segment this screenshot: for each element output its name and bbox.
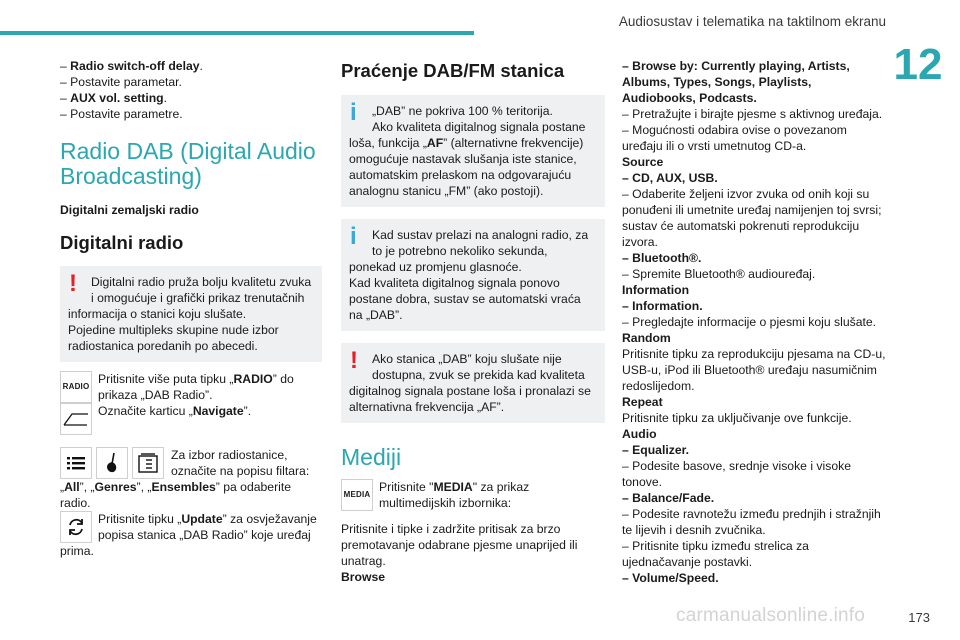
text-line: Albums, Types, Songs, Playlists, [622, 75, 812, 89]
info-icon: i [350, 99, 357, 126]
list-icon[interactable] [60, 447, 92, 479]
text-line: – Mogućnosti odabira ovise o povezanom [622, 123, 847, 137]
media-step: MEDIA Pritisnite "MEDIA" za prikaz multimedijskih izbornika: [341, 479, 605, 511]
chapter-number: 12 [893, 40, 943, 89]
media-button-icon[interactable]: MEDIA [341, 479, 373, 511]
text-line: – Odaberite željeni izvor zvuka od onih koji su [622, 187, 870, 201]
info-icon: i [350, 223, 357, 250]
text-line: – Spremite Bluetooth® audiouređaj. [622, 267, 816, 281]
warning-icon: ! [350, 347, 358, 374]
digital-radio-heading: Digitalni radio [60, 232, 184, 253]
guitar-icon[interactable] [96, 447, 128, 479]
text-line: Pritisnite tipku za uključivanje ove funkcije. [622, 411, 852, 425]
update-step-tail: prima. [60, 544, 94, 558]
filter-options: „All”, „Genres”, „Ensembles” pa odaberite radio. [60, 480, 292, 510]
text-line: Audiobooks, Podcasts. [622, 91, 757, 105]
text-line: – Podesite basove, srednje visoke i visoke [622, 459, 851, 473]
list-item: – AUX vol. setting. [60, 91, 168, 105]
settings-list [60, 58, 322, 122]
warning-note: ! Digitalni radio pruža bolju kvalitetu zvuka i omogućuje i grafički prikaz trenutačnih informacija o stanici koju slušate. Pojedine multipleks skupine nude izbor radiostanica poredanih po abecedi. [60, 266, 322, 362]
refresh-icon[interactable] [60, 511, 92, 543]
subtitle: Digitalni zemaljski radio [60, 203, 199, 217]
info-note-2: i Kad sustav prelazi na analogni radio, za to je potrebno nekoliko sekunda, ponekad uz promjenu glasnoće. Kad kvaliteta digitalnog signala ponovo postane dobra, sustav se automatski vraća na „DAB”. [341, 219, 605, 331]
header-accent-bar [0, 31, 474, 35]
info-note-1: i „DAB” ne pokriva 100 % teritorija. Ako kvaliteta digitalnog signala postane loša, funkcija „AF” (alternativne frekvencije) omogućuje nastavak slušanja iste stanice, automatskim prelaskom na odgovarajuću analognu stanicu „FM” (ako postoji). [341, 95, 605, 207]
text-line: Random [622, 331, 671, 345]
text-line: tonove. [622, 475, 662, 489]
text-line: – Bluetooth®. [622, 251, 702, 265]
dab-section-title: Radio DAB (Digital Audio Broadcasting) [60, 138, 316, 189]
text-line: Repeat [622, 395, 663, 409]
navigate-tab-icon[interactable] [60, 403, 92, 435]
list-item: – Postavite parametar. [60, 75, 182, 89]
text-line: Source [622, 155, 664, 169]
text-line: sustav će automatski pokrenuti reprodukciju [622, 219, 860, 233]
text-line: – Pretražujte i birajte pjesme s aktivnog uređaja. [622, 107, 883, 121]
media-options-list [622, 58, 886, 586]
text-line: te lijevih i desnih zvučnika. [622, 523, 766, 537]
text-line: Information [622, 283, 690, 297]
text-line: – Browse by: Currently playing, Artists, [622, 59, 850, 73]
page-number: 173 [908, 610, 930, 625]
text-line: ujednačavanje postavki. [622, 555, 753, 569]
header-title: Audiosustav i telematika na taktilnom ekranu [618, 14, 886, 29]
text-line: redoslijedom. [622, 379, 695, 393]
navigate-step: Označite karticu „Navigate”. [60, 403, 322, 435]
radio-step: RADIO Pritisnite više puta tipku „RADIO” do prikaza „DAB Radio”. [60, 371, 322, 403]
warning-icon: ! [69, 270, 77, 297]
column-1 [60, 58, 322, 559]
media-heading: Mediji [341, 444, 402, 470]
column-2 [341, 58, 605, 585]
text-line: USB-u, iPod ili Bluetooth® uređaju nasumičnim [622, 363, 877, 377]
warning-note-2: ! Ako stanica „DAB” koju slušate nije dostupna, zvuk se prekida kad kvaliteta digitalnog signala postane loša i pronalazi se alternativna frekvencija „AF”. [341, 343, 605, 423]
text-line: izvora. [622, 235, 658, 249]
text-line: – Information. [622, 299, 703, 313]
text-line: uređaju ili o vrsti umetnutog CD-a. [622, 139, 807, 153]
text-line: – Pritisnite tipku između strelica za [622, 539, 809, 553]
text-line: – Equalizer. [622, 443, 690, 457]
hold-paragraph: Pritisnite i tipke i zadržite pritisak za brzo premotavanje odabrane pjesme unaprijed ili unatrag. Browse [341, 521, 605, 585]
text-line: – Volume/Speed. [622, 571, 719, 585]
browse-heading: Browse [341, 570, 386, 584]
update-step: Pritisnite tipku „Update” za osvježavanje popisa stanica „DAB Radio” koje uređaj [60, 511, 322, 543]
text-line: – Podesite ravnotežu između prednjih i stražnjih [622, 507, 881, 521]
list-item: – Postavite parametre. [60, 107, 183, 121]
filter-step: Za izbor radiostanice, označite na popisu filtara: „All”, „Genres”, „Ensembles” pa odaberite radio. [60, 447, 322, 511]
dab-fm-heading: Praćenje DAB/FM stanica [341, 60, 565, 81]
text-line: Pritisnite tipku za reprodukciju pjesama na CD-u, [622, 347, 886, 361]
text-line: – CD, AUX, USB. [622, 171, 718, 185]
text-line: – Pregledajte informacije o pjesmi koju slušate. [622, 315, 877, 329]
text-line: – Balance/Fade. [622, 491, 715, 505]
ensemble-list-icon[interactable] [132, 447, 164, 479]
list-item: – Radio switch-off delay. [60, 59, 203, 73]
text-line: ponuđeni ili umetnite uređaj namijenjen toj svrsi; [622, 203, 882, 217]
watermark: carmanualsonline.info [676, 605, 866, 626]
text-line: Audio [622, 427, 657, 441]
column-3 [622, 58, 886, 586]
radio-button-icon[interactable]: RADIO [60, 371, 92, 403]
